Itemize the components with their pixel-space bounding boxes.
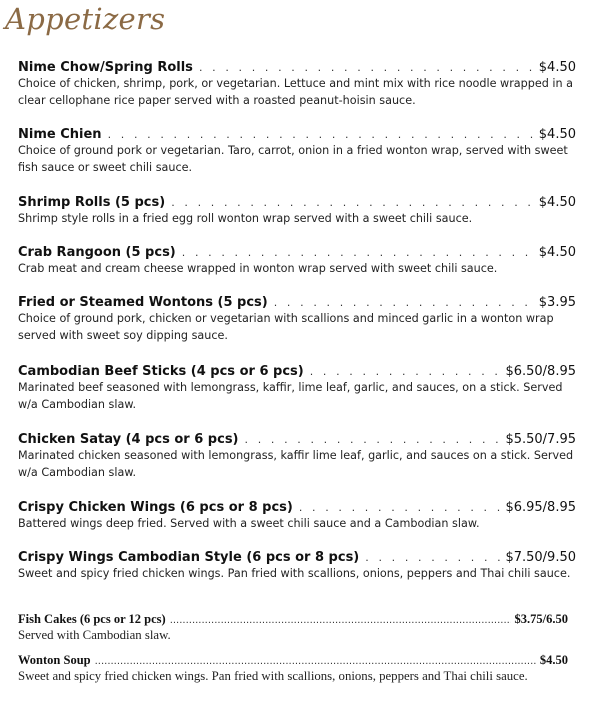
item-name: Chicken Satay (4 pcs or 6 pcs): [18, 432, 239, 447]
item-name: Nime Chien: [18, 127, 102, 142]
menu-item-chicken-satay: [18, 432, 576, 481]
item-price: $4.50: [538, 195, 576, 210]
menu-item-chicken-wings: [18, 500, 576, 532]
dot-leader: [182, 246, 536, 259]
item-name: Crispy Wings Cambodian Style (6 pcs or 8 pcs): [18, 550, 360, 565]
item-description: Choice of chicken, shrimp, pork, or vegetarian. Lettuce and mint mix with rice noodle wrapped in a clear cellophane rice paper served with a roasted peanut-hoisin sauce.: [18, 77, 573, 107]
item-name: Cambodian Beef Sticks (4 pcs or 6 pcs): [18, 364, 304, 379]
item-name: Crab Rangoon (5 pcs): [18, 245, 176, 260]
menu-item-shrimp-rolls: [18, 195, 576, 227]
item-description: Crab meat and cream cheese wrapped in wonton wrap served with sweet chili sauce.: [18, 262, 498, 275]
item-description: Sweet and spicy fried chicken wings. Pan fried with scallions, onions, peppers and Thai chili sauce.: [18, 669, 528, 683]
item-name: Fish Cakes (6 pcs or 12 pcs): [18, 612, 166, 626]
item-price: $7.50/9.50: [505, 550, 576, 565]
item-name: Wonton Soup: [18, 653, 91, 667]
item-name: Crispy Chicken Wings (6 pcs or 8 pcs): [18, 500, 293, 515]
item-price: $6.50/8.95: [505, 364, 576, 379]
dot-leader: [199, 61, 536, 74]
menu-item-wontons: [18, 295, 576, 344]
item-price: $4.50: [538, 60, 576, 75]
item-price: $3.95: [538, 295, 576, 310]
dot-leader: [171, 196, 536, 209]
item-price: $5.50/7.95: [505, 432, 576, 447]
item-description: Choice of ground pork or vegetarian. Taro, carrot, onion in a fried wonton wrap, served with sweet fish sauce or sweet chili sauce.: [18, 144, 568, 174]
section-heading: Appetizers: [5, 2, 166, 36]
item-name: Nime Chow/Spring Rolls: [18, 60, 193, 75]
dot-leader: [170, 615, 511, 626]
menu-item-beef-sticks: [18, 364, 576, 413]
item-description: Shrimp style rolls in a fried egg roll wonton wrap served with a sweet chili sauce.: [18, 212, 473, 225]
item-description: Marinated chicken seasoned with lemongrass, kaffir lime leaf, garlic, and sauces on a stick. Served w/a Cambodian slaw.: [18, 449, 574, 479]
item-description: Marinated beef seasoned with lemongrass, kaffir, lime leaf, garlic, and sauces, on a stick. Served w/a Cambodian slaw.: [18, 381, 563, 411]
dot-leader: [274, 296, 536, 309]
item-description: Sweet and spicy fried chicken wings. Pan fried with scallions, onions, peppers and Thai chili sauce.: [18, 567, 571, 580]
dot-leader: [245, 433, 503, 446]
item-price: $4.50: [538, 127, 576, 142]
dot-leader: [310, 365, 503, 378]
item-price: $6.95/8.95: [505, 500, 576, 515]
menu-item-wonton-soup: [18, 653, 568, 685]
item-price: $4.50: [538, 245, 576, 260]
dot-leader: [95, 656, 536, 667]
menu-item-spring-rolls: [18, 60, 576, 109]
menu-item-cambodian-wings: [18, 550, 576, 582]
item-description: Choice of ground pork, chicken or vegetarian with scallions and minced garlic in a wonton wrap served with sweet soy dipping sauce.: [18, 312, 554, 342]
dot-leader: [108, 128, 536, 141]
menu-item-nime-chien: [18, 127, 576, 176]
item-name: Fried or Steamed Wontons (5 pcs): [18, 295, 268, 310]
dot-leader: [299, 501, 503, 514]
menu-item-crab-rangoon: [18, 245, 576, 277]
item-description: Battered wings deep fried. Served with a sweet chili sauce and a Cambodian slaw.: [18, 517, 480, 530]
item-name: Shrimp Rolls (5 pcs): [18, 195, 166, 210]
item-description: Served with Cambodian slaw.: [18, 628, 171, 642]
item-price: $4.50: [539, 653, 568, 667]
menu-item-fish-cakes: [18, 612, 568, 644]
dot-leader: [365, 551, 502, 564]
item-price: $3.75/6.50: [514, 612, 568, 626]
